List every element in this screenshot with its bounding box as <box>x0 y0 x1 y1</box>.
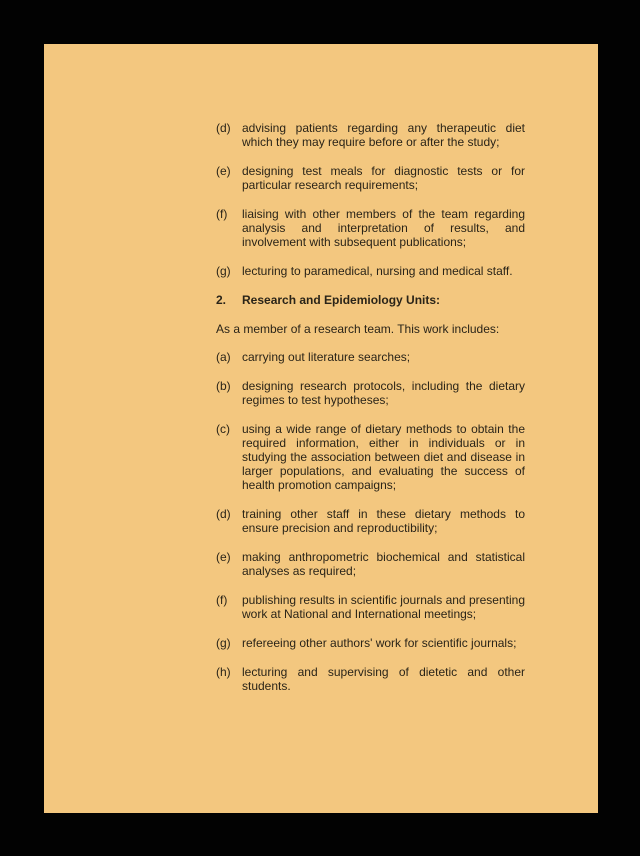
list-item-label: (e) <box>216 164 231 178</box>
page-content <box>216 121 525 708</box>
list-item-label: (h) <box>216 665 231 679</box>
list-item-text: designing test meals for diagnostic tests or for particular research requirements; <box>242 164 525 192</box>
list-item <box>216 665 525 693</box>
list-item-text: liaising with other members of the team regarding analysis and interpretation of results, and involvement with subsequent publications; <box>242 207 525 249</box>
list-item-label: (d) <box>216 507 231 521</box>
list-item-text: lecturing to paramedical, nursing and medical staff. <box>242 264 513 278</box>
document-page <box>44 44 598 813</box>
list-item-label: (d) <box>216 121 231 135</box>
list-item <box>216 507 525 535</box>
list-item-label: (c) <box>216 422 230 436</box>
section-intro: As a member of a research team. This work includes: <box>216 322 500 336</box>
list-item-text: carrying out literature searches; <box>242 350 411 364</box>
list-item-label: (g) <box>216 636 231 650</box>
list-item-text: using a wide range of dietary methods to obtain the required information, either in individuals or in studying the association between diet and disease in larger populations, and evaluating the success of health promotion campaigns; <box>242 422 525 492</box>
list-item <box>216 121 525 149</box>
list-item <box>216 207 525 249</box>
list-item <box>216 550 525 578</box>
list-item <box>216 379 525 407</box>
list-item-text: advising patients regarding any therapeutic diet which they may require before or after the study; <box>242 121 525 149</box>
list-item <box>216 350 525 364</box>
list-item <box>216 593 525 621</box>
section-number: 2. <box>216 293 227 307</box>
list-item-label: (b) <box>216 379 231 393</box>
section-heading <box>216 293 525 307</box>
list-item-label: (f) <box>216 207 228 221</box>
list-item <box>216 164 525 192</box>
list-item-label: (f) <box>216 593 228 607</box>
list-item-label: (a) <box>216 350 231 364</box>
list-item-text: making anthropometric biochemical and statistical analyses as required; <box>242 550 525 578</box>
list-item <box>216 636 525 650</box>
list-item-text: publishing results in scientific journals and presenting work at National and International meetings; <box>242 593 525 621</box>
section-title: Research and Epidemiology Units: <box>242 293 441 307</box>
list-item-label: (g) <box>216 264 231 278</box>
list-item-text: designing research protocols, including the dietary regimes to test hypotheses; <box>242 379 525 407</box>
list-item <box>216 264 525 278</box>
list-item-text: training other staff in these dietary methods to ensure precision and reproductibility; <box>242 507 525 535</box>
list-item <box>216 422 525 492</box>
list-item-label: (e) <box>216 550 231 564</box>
list-item-text: refereeing other authors' work for scientific journals; <box>242 636 517 650</box>
list-item-text: lecturing and supervising of dietetic and other students. <box>242 665 525 693</box>
